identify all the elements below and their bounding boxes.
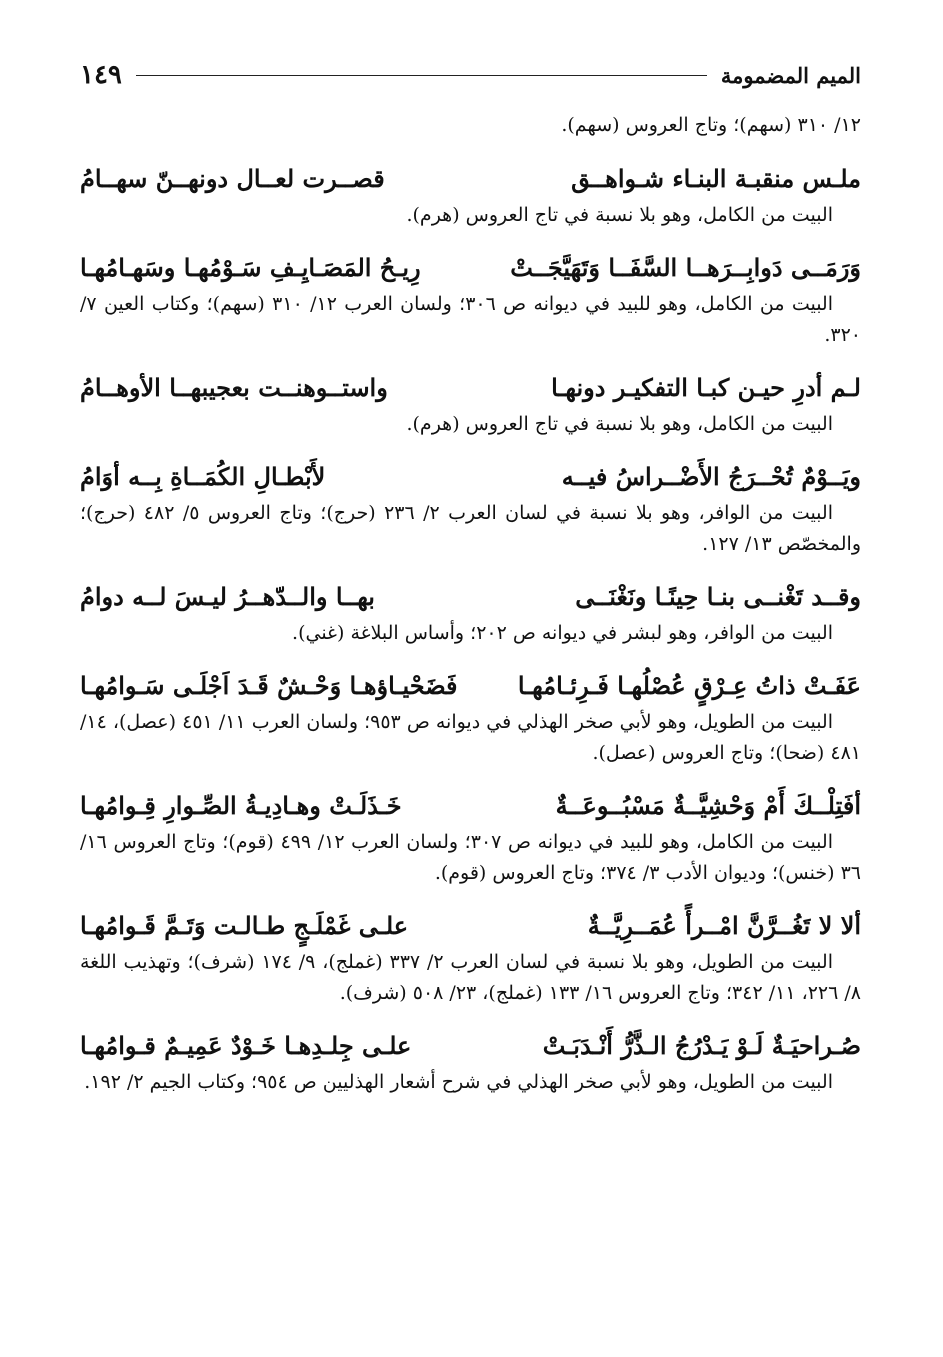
second-hemistich: لأَبْطـالِ الكُمَــاةِ بِــه أوَامُ [80,461,326,491]
page-number: ١٤٩ [80,60,122,90]
verse-line [80,903,861,947]
verse-entry-6 [80,663,861,769]
second-hemistich: علـى غَمْلَـجٍ طـالـت وَتَـمَّ قَـوامُهـا [80,910,409,940]
verse-line [80,454,861,498]
second-hemistich: خَـذَلَـتْ وهـادِيـةُ الصِّـوارِ قِـوامُهـا [80,790,402,820]
verse-entry-3 [80,365,861,440]
verse-note: البيت من الكامل، وهو بلا نسبة في تاج العروس (هرم). [406,413,833,435]
first-hemistich: وقــد تَغْنــى بنـا حِينًـا ونَغْنَــى [575,581,861,611]
chapter-title: الميم المضمومة [720,62,861,88]
first-hemistich: صُـراحيَـةٌ لَـوْ يَـدْرُجُ الـذَّرُّ أَنْـدَبَـتْ [542,1030,861,1060]
first-hemistich: أفَتِلْــكَ أَمْ وَحْشِيَّــةٌ مَسْبُــوعَــةٌ [555,790,861,820]
second-hemistich: قصــرت لعــال دونهــنّ سهــامُ [80,163,385,193]
verse-entry-8 [80,903,861,1009]
verse-entry-1 [80,156,861,231]
verse-note: البيت من الطويل، وهو بلا نسبة في لسان العرب ٢/ ٣٣٧ (غملج)، ٩/ ١٧٤ (شرف)؛ وتهذيب اللغة ٨/ ٢٢٦، ١١/ ٣٤٢؛ وتاج العروس ١٦/ ١٣٣ (غملج)، ٢٣/ ٥٠٨ (شرف). [80,951,861,1004]
verse-note: البيت من الكامل، وهو بلا نسبة في تاج العروس (هرم). [406,204,833,226]
verse-line [80,574,861,618]
second-hemistich: رِيـحُ المَصَـايِـفِ سَـوْمُهـا وسَهـامُهـا [80,252,421,282]
page-header [80,60,861,90]
verse-line [80,365,861,409]
second-hemistich: علـى جِلـدِهـا خَـوْدٌ عَمِيـمٌ قـوامُهـا [80,1030,412,1060]
verse-entry-5 [80,574,861,649]
first-hemistich: ويَــوْمٌ تُحْــرَجُ الأَضْــراسُ فيــه [561,461,861,491]
verse-entry-9 [80,1023,861,1098]
verse-line [80,783,861,827]
verse-line [80,1023,861,1067]
verse-line [80,156,861,200]
verse-note: البيت من الوافر، وهو بلا نسبة في لسان العرب ٢/ ٢٣٦ (حرج)؛ وتاج العروس ٥/ ٤٨٢ (حرج)؛ والمخصّص ١٣/ ١٢٧. [80,502,861,555]
verse-line [80,663,861,707]
verse-line [80,245,861,289]
verse-note: البيت من الكامل، وهو للبيد في ديوانه ص ٣٠٧؛ ولسان العرب ١٢/ ٤٩٩ (قوم)؛ وتاج العروس ١٦/ ٣٦ (خنس)؛ وديوان الأدب ٣/ ٣٧٤؛ وتاج العروس (قوم). [80,831,861,884]
first-hemistich: ملـس منقبـة البنـاء شـواهــق [571,163,861,193]
verse-entry-4 [80,454,861,560]
verse-note: البيت من الطويل، وهو لأبي صخر الهذلي في شرح أشعار الهذليين ص ٩٥٤؛ وكتاب الجيم ٢/ ١٩٢. [84,1071,833,1093]
second-hemistich: بهــا والــدّهــرُ ليـسَ لــه دوامُ [80,581,375,611]
first-hemistich: عَفَـتْ ذاتُ عِـرْقٍ عُصْلُهـا فَـرِئـامُهـا [517,670,861,700]
second-hemistich: فَضَحْيـاؤهـا وَحْـشٌ قَـدَ اَجْلَـى سَـوامُهـا [80,670,458,700]
verse-note: البيت من الوافر، وهو لبشر في ديوانه ص ٢٠٢؛ وأساس البلاغة (غني). [292,622,833,644]
verse-entry-2 [80,245,861,351]
verse-note: البيت من الكامل، وهو للبيد في ديوانه ص ٣٠٦؛ ولسان العرب ١٢/ ٣١٠ (سهم)؛ وكتاب العين ٧/ ٣٢٠. [80,293,861,346]
second-hemistich: واستــوهنــت بعجيبهــا الأوهــامُ [80,372,388,402]
continuation-text: ١٢/ ٣١٠ (سهم)؛ وتاج العروس (سهم). [561,114,861,136]
verse-note: البيت من الطويل، وهو لأبي صخر الهذلي في ديوانه ص ٩٥٣؛ ولسان العرب ١١/ ٤٥١ (عصل)، ١٤/ ٤٨١ (ضحا)؛ وتاج العروس (عصل). [80,711,861,764]
first-hemistich: وَرَمَــى دَوابِــرَهــا السَّفَــا وَتَهَيَّجَــتْ [510,252,861,282]
first-hemistich: ألا لا تَغُــرَّنَّ امْــرأً عُمَــرِيَّــةٌ [587,910,861,940]
page-content [80,108,861,1098]
first-hemistich: لـم أدرِ حيـن كبـا التفكيـر دونهـا [551,372,861,402]
header-rule [136,75,707,76]
verse-entry-7 [80,783,861,889]
